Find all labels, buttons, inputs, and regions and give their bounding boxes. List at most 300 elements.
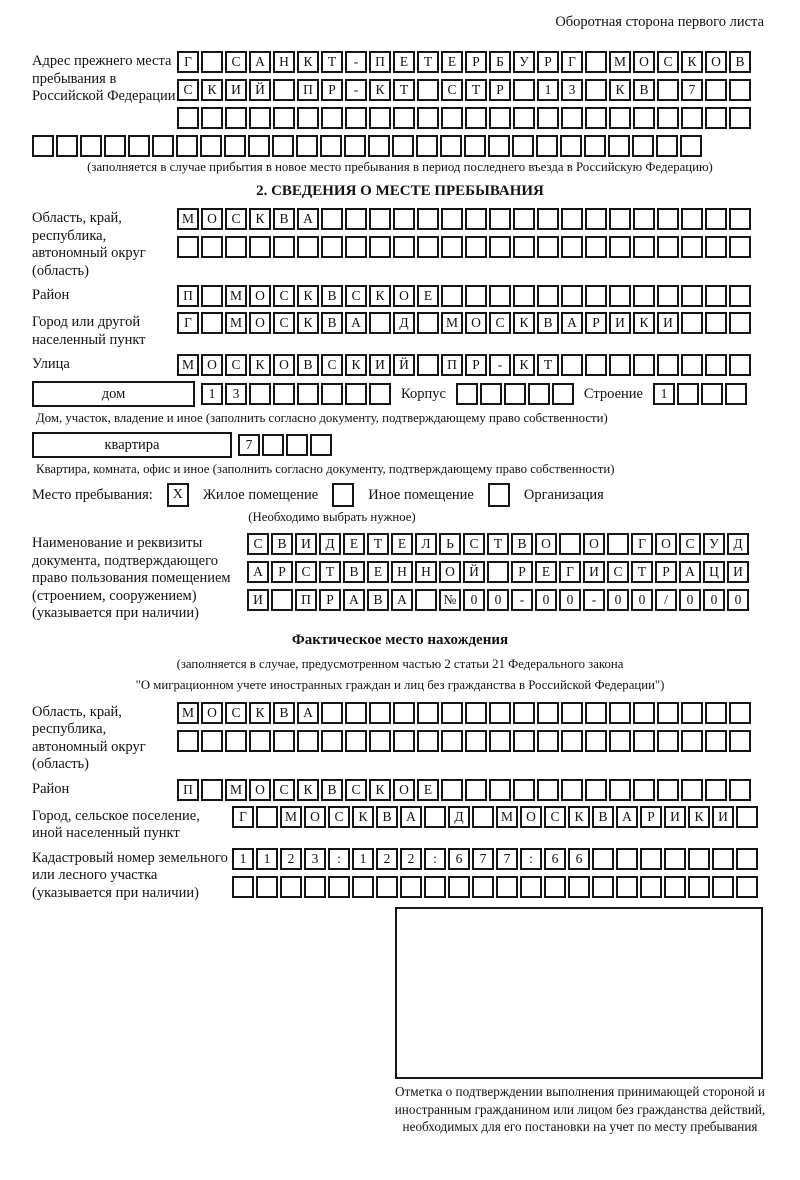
char-cell[interactable] xyxy=(585,730,607,752)
char-cell[interactable] xyxy=(392,135,414,157)
char-cell[interactable]: : xyxy=(328,848,350,870)
char-cell[interactable] xyxy=(441,285,463,307)
char-cell[interactable] xyxy=(513,208,535,230)
char-cell[interactable] xyxy=(480,383,502,405)
char-cell[interactable] xyxy=(680,135,702,157)
char-cell[interactable] xyxy=(177,107,199,129)
char-cell[interactable] xyxy=(705,107,727,129)
char-cell[interactable]: М xyxy=(609,51,631,73)
char-cell[interactable]: Г xyxy=(232,806,254,828)
char-cell[interactable] xyxy=(664,876,686,898)
char-cell[interactable]: С xyxy=(463,533,485,555)
char-cell[interactable] xyxy=(537,779,559,801)
char-cell[interactable]: Т xyxy=(537,354,559,376)
char-cell[interactable] xyxy=(441,730,463,752)
char-cell[interactable]: 7 xyxy=(238,434,260,456)
char-cell[interactable]: А xyxy=(247,561,269,583)
char-cell[interactable]: О xyxy=(273,354,295,376)
char-cell[interactable] xyxy=(657,354,679,376)
char-cell[interactable] xyxy=(705,236,727,258)
char-cell[interactable] xyxy=(152,135,174,157)
stay-type-checkbox-other[interactable] xyxy=(332,483,354,507)
char-cell[interactable]: Р xyxy=(465,354,487,376)
char-cell[interactable]: Е xyxy=(393,51,415,73)
char-cell[interactable]: С xyxy=(489,312,511,334)
char-cell[interactable] xyxy=(345,702,367,724)
char-cell[interactable] xyxy=(585,79,607,101)
char-cell[interactable]: Г xyxy=(631,533,653,555)
char-cell[interactable]: О xyxy=(249,285,271,307)
char-cell[interactable]: Р xyxy=(271,561,293,583)
char-cell[interactable] xyxy=(369,208,391,230)
char-cell[interactable] xyxy=(417,107,439,129)
char-cell[interactable] xyxy=(345,730,367,752)
char-cell[interactable]: Й xyxy=(393,354,415,376)
char-cell[interactable]: К xyxy=(352,806,374,828)
char-cell[interactable]: К xyxy=(688,806,710,828)
char-cell[interactable]: Т xyxy=(321,51,343,73)
char-cell[interactable] xyxy=(417,236,439,258)
char-cell[interactable]: 2 xyxy=(400,848,422,870)
char-cell[interactable]: В xyxy=(321,779,343,801)
char-cell[interactable] xyxy=(609,236,631,258)
char-cell[interactable]: А xyxy=(561,312,583,334)
char-cell[interactable]: Л xyxy=(415,533,437,555)
char-cell[interactable] xyxy=(584,135,606,157)
char-cell[interactable] xyxy=(456,383,478,405)
char-cell[interactable]: Р xyxy=(489,79,511,101)
char-cell[interactable] xyxy=(677,383,699,405)
char-cell[interactable] xyxy=(585,208,607,230)
char-cell[interactable]: 0 xyxy=(487,589,509,611)
char-cell[interactable]: А xyxy=(391,589,413,611)
char-cell[interactable] xyxy=(537,730,559,752)
char-cell[interactable] xyxy=(712,848,734,870)
char-cell[interactable]: Г xyxy=(177,51,199,73)
char-cell[interactable]: К xyxy=(249,354,271,376)
char-cell[interactable] xyxy=(273,730,295,752)
char-cell[interactable] xyxy=(705,702,727,724)
char-cell[interactable] xyxy=(201,236,223,258)
char-cell[interactable]: Ц xyxy=(703,561,725,583)
char-cell[interactable] xyxy=(328,876,350,898)
char-cell[interactable] xyxy=(681,236,703,258)
char-cell[interactable] xyxy=(321,107,343,129)
char-cell[interactable]: Д xyxy=(448,806,470,828)
char-cell[interactable]: В xyxy=(633,79,655,101)
char-cell[interactable] xyxy=(472,806,494,828)
char-cell[interactable] xyxy=(736,848,758,870)
char-cell[interactable] xyxy=(489,779,511,801)
char-cell[interactable] xyxy=(393,730,415,752)
char-cell[interactable]: К xyxy=(681,51,703,73)
char-cell[interactable] xyxy=(513,236,535,258)
char-cell[interactable]: О xyxy=(583,533,605,555)
char-cell[interactable] xyxy=(400,876,422,898)
char-cell[interactable] xyxy=(441,236,463,258)
char-cell[interactable]: Т xyxy=(319,561,341,583)
char-cell[interactable] xyxy=(528,383,550,405)
char-cell[interactable] xyxy=(561,107,583,129)
char-cell[interactable] xyxy=(465,236,487,258)
char-cell[interactable] xyxy=(513,702,535,724)
char-cell[interactable] xyxy=(369,383,391,405)
char-cell[interactable] xyxy=(417,702,439,724)
char-cell[interactable] xyxy=(609,285,631,307)
char-cell[interactable] xyxy=(256,806,278,828)
char-cell[interactable] xyxy=(415,589,437,611)
char-cell[interactable]: В xyxy=(271,533,293,555)
char-cell[interactable] xyxy=(585,779,607,801)
char-cell[interactable] xyxy=(417,730,439,752)
char-cell[interactable] xyxy=(487,561,509,583)
char-cell[interactable] xyxy=(393,236,415,258)
char-cell[interactable]: 0 xyxy=(535,589,557,611)
char-cell[interactable] xyxy=(544,876,566,898)
char-cell[interactable]: 0 xyxy=(679,589,701,611)
char-cell[interactable]: И xyxy=(657,312,679,334)
char-cell[interactable] xyxy=(472,876,494,898)
char-cell[interactable]: К xyxy=(633,312,655,334)
char-cell[interactable] xyxy=(513,285,535,307)
char-cell[interactable]: П xyxy=(369,51,391,73)
char-cell[interactable] xyxy=(729,354,751,376)
char-cell[interactable] xyxy=(657,236,679,258)
char-cell[interactable] xyxy=(536,135,558,157)
char-cell[interactable]: 2 xyxy=(280,848,302,870)
char-cell[interactable] xyxy=(633,354,655,376)
char-cell[interactable]: И xyxy=(295,533,317,555)
char-cell[interactable] xyxy=(249,730,271,752)
char-cell[interactable] xyxy=(568,876,590,898)
char-cell[interactable] xyxy=(705,285,727,307)
char-cell[interactable] xyxy=(344,135,366,157)
char-cell[interactable] xyxy=(585,285,607,307)
char-cell[interactable] xyxy=(633,107,655,129)
char-cell[interactable]: П xyxy=(297,79,319,101)
char-cell[interactable] xyxy=(681,702,703,724)
char-cell[interactable] xyxy=(248,135,270,157)
char-cell[interactable] xyxy=(424,876,446,898)
char-cell[interactable]: В xyxy=(297,354,319,376)
char-cell[interactable] xyxy=(489,702,511,724)
char-cell[interactable]: П xyxy=(177,285,199,307)
char-cell[interactable] xyxy=(729,208,751,230)
char-cell[interactable] xyxy=(657,702,679,724)
char-cell[interactable] xyxy=(592,876,614,898)
char-cell[interactable] xyxy=(489,730,511,752)
char-cell[interactable]: О xyxy=(249,779,271,801)
char-cell[interactable]: Р xyxy=(319,589,341,611)
char-cell[interactable] xyxy=(249,383,271,405)
char-cell[interactable]: О xyxy=(304,806,326,828)
char-cell[interactable] xyxy=(273,236,295,258)
char-cell[interactable]: Е xyxy=(441,51,463,73)
char-cell[interactable] xyxy=(561,236,583,258)
char-cell[interactable] xyxy=(633,779,655,801)
char-cell[interactable] xyxy=(393,107,415,129)
char-cell[interactable] xyxy=(271,589,293,611)
char-cell[interactable] xyxy=(176,135,198,157)
char-cell[interactable] xyxy=(559,533,581,555)
char-cell[interactable] xyxy=(272,135,294,157)
char-cell[interactable]: 3 xyxy=(304,848,326,870)
char-cell[interactable]: М xyxy=(280,806,302,828)
char-cell[interactable] xyxy=(200,135,222,157)
char-cell[interactable]: К xyxy=(297,312,319,334)
char-cell[interactable] xyxy=(561,702,583,724)
char-cell[interactable]: В xyxy=(343,561,365,583)
char-cell[interactable] xyxy=(681,208,703,230)
char-cell[interactable]: У xyxy=(513,51,535,73)
char-cell[interactable]: И xyxy=(664,806,686,828)
char-cell[interactable]: С xyxy=(273,285,295,307)
char-cell[interactable]: О xyxy=(705,51,727,73)
char-cell[interactable] xyxy=(609,208,631,230)
char-cell[interactable] xyxy=(465,730,487,752)
char-cell[interactable]: Д xyxy=(319,533,341,555)
char-cell[interactable]: С xyxy=(328,806,350,828)
char-cell[interactable] xyxy=(520,876,542,898)
char-cell[interactable]: П xyxy=(295,589,317,611)
char-cell[interactable]: Р xyxy=(537,51,559,73)
char-cell[interactable] xyxy=(417,208,439,230)
char-cell[interactable] xyxy=(489,208,511,230)
char-cell[interactable]: К xyxy=(369,79,391,101)
char-cell[interactable]: Е xyxy=(535,561,557,583)
char-cell[interactable] xyxy=(465,208,487,230)
char-cell[interactable]: А xyxy=(297,208,319,230)
char-cell[interactable]: С xyxy=(345,285,367,307)
char-cell[interactable]: К xyxy=(345,354,367,376)
char-cell[interactable]: О xyxy=(201,354,223,376)
char-cell[interactable]: - xyxy=(583,589,605,611)
char-cell[interactable] xyxy=(552,383,574,405)
char-cell[interactable] xyxy=(256,876,278,898)
char-cell[interactable] xyxy=(725,383,747,405)
char-cell[interactable] xyxy=(177,236,199,258)
char-cell[interactable]: С xyxy=(295,561,317,583)
char-cell[interactable]: М xyxy=(177,702,199,724)
char-cell[interactable] xyxy=(368,135,390,157)
char-cell[interactable]: И xyxy=(369,354,391,376)
char-cell[interactable] xyxy=(701,383,723,405)
char-cell[interactable] xyxy=(224,135,246,157)
char-cell[interactable] xyxy=(320,135,342,157)
char-cell[interactable]: : xyxy=(520,848,542,870)
char-cell[interactable]: 7 xyxy=(681,79,703,101)
char-cell[interactable]: Ь xyxy=(439,533,461,555)
char-cell[interactable] xyxy=(286,434,308,456)
char-cell[interactable] xyxy=(321,236,343,258)
char-cell[interactable]: Р xyxy=(465,51,487,73)
char-cell[interactable] xyxy=(561,354,583,376)
char-cell[interactable]: Р xyxy=(321,79,343,101)
char-cell[interactable] xyxy=(201,730,223,752)
char-cell[interactable]: К xyxy=(297,285,319,307)
char-cell[interactable] xyxy=(321,208,343,230)
char-cell[interactable] xyxy=(369,312,391,334)
char-cell[interactable]: 1 xyxy=(352,848,374,870)
char-cell[interactable]: Р xyxy=(655,561,677,583)
char-cell[interactable] xyxy=(489,107,511,129)
char-cell[interactable] xyxy=(592,848,614,870)
char-cell[interactable]: И xyxy=(712,806,734,828)
char-cell[interactable]: - xyxy=(345,51,367,73)
char-cell[interactable] xyxy=(448,876,470,898)
char-cell[interactable]: М xyxy=(177,354,199,376)
char-cell[interactable]: В xyxy=(273,702,295,724)
char-cell[interactable]: - xyxy=(511,589,533,611)
char-cell[interactable]: Е xyxy=(367,561,389,583)
char-cell[interactable] xyxy=(369,107,391,129)
char-cell[interactable]: В xyxy=(511,533,533,555)
char-cell[interactable]: Д xyxy=(393,312,415,334)
char-cell[interactable]: С xyxy=(177,79,199,101)
char-cell[interactable] xyxy=(705,730,727,752)
char-cell[interactable]: С xyxy=(345,779,367,801)
char-cell[interactable] xyxy=(537,107,559,129)
char-cell[interactable] xyxy=(201,107,223,129)
char-cell[interactable]: В xyxy=(729,51,751,73)
stay-type-checkbox-residential[interactable]: X xyxy=(167,483,189,507)
char-cell[interactable]: Б xyxy=(489,51,511,73)
char-cell[interactable] xyxy=(513,730,535,752)
char-cell[interactable] xyxy=(609,354,631,376)
char-cell[interactable] xyxy=(729,702,751,724)
char-cell[interactable]: С xyxy=(657,51,679,73)
char-cell[interactable] xyxy=(657,107,679,129)
char-cell[interactable]: 1 xyxy=(537,79,559,101)
char-cell[interactable]: Р xyxy=(585,312,607,334)
char-cell[interactable] xyxy=(585,236,607,258)
char-cell[interactable] xyxy=(321,730,343,752)
char-cell[interactable]: : xyxy=(424,848,446,870)
char-cell[interactable]: В xyxy=(273,208,295,230)
char-cell[interactable] xyxy=(729,779,751,801)
char-cell[interactable] xyxy=(736,806,758,828)
char-cell[interactable] xyxy=(657,779,679,801)
char-cell[interactable]: 2 xyxy=(376,848,398,870)
char-cell[interactable] xyxy=(681,285,703,307)
char-cell[interactable]: № xyxy=(439,589,461,611)
char-cell[interactable] xyxy=(705,779,727,801)
char-cell[interactable]: С xyxy=(225,51,247,73)
char-cell[interactable]: С xyxy=(273,779,295,801)
char-cell[interactable]: У xyxy=(703,533,725,555)
char-cell[interactable]: 3 xyxy=(561,79,583,101)
char-cell[interactable] xyxy=(681,730,703,752)
char-cell[interactable]: К xyxy=(369,779,391,801)
char-cell[interactable]: Т xyxy=(393,79,415,101)
char-cell[interactable] xyxy=(369,730,391,752)
char-cell[interactable]: О xyxy=(439,561,461,583)
char-cell[interactable] xyxy=(561,285,583,307)
char-cell[interactable]: О xyxy=(655,533,677,555)
char-cell[interactable]: В xyxy=(537,312,559,334)
char-cell[interactable]: Н xyxy=(391,561,413,583)
char-cell[interactable]: П xyxy=(177,779,199,801)
char-cell[interactable] xyxy=(441,779,463,801)
char-cell[interactable] xyxy=(249,236,271,258)
char-cell[interactable] xyxy=(297,236,319,258)
char-cell[interactable]: К xyxy=(513,354,535,376)
char-cell[interactable] xyxy=(465,107,487,129)
char-cell[interactable] xyxy=(489,285,511,307)
char-cell[interactable] xyxy=(489,236,511,258)
char-cell[interactable] xyxy=(608,135,630,157)
char-cell[interactable] xyxy=(496,876,518,898)
char-cell[interactable]: С xyxy=(544,806,566,828)
char-cell[interactable] xyxy=(729,312,751,334)
char-cell[interactable] xyxy=(616,848,638,870)
char-cell[interactable] xyxy=(561,208,583,230)
char-cell[interactable] xyxy=(417,79,439,101)
char-cell[interactable]: 3 xyxy=(225,383,247,405)
char-cell[interactable]: К xyxy=(609,79,631,101)
char-cell[interactable]: С xyxy=(679,533,701,555)
char-cell[interactable] xyxy=(688,876,710,898)
char-cell[interactable] xyxy=(681,354,703,376)
char-cell[interactable]: О xyxy=(520,806,542,828)
char-cell[interactable] xyxy=(321,702,343,724)
char-cell[interactable]: М xyxy=(225,312,247,334)
char-cell[interactable]: О xyxy=(393,285,415,307)
char-cell[interactable] xyxy=(304,876,326,898)
char-cell[interactable]: Е xyxy=(417,285,439,307)
char-cell[interactable]: 6 xyxy=(544,848,566,870)
char-cell[interactable] xyxy=(465,779,487,801)
char-cell[interactable] xyxy=(225,730,247,752)
char-cell[interactable]: И xyxy=(247,589,269,611)
char-cell[interactable]: К xyxy=(201,79,223,101)
char-cell[interactable]: А xyxy=(297,702,319,724)
char-cell[interactable] xyxy=(616,876,638,898)
char-cell[interactable] xyxy=(657,285,679,307)
char-cell[interactable]: М xyxy=(441,312,463,334)
char-cell[interactable]: Р xyxy=(511,561,533,583)
char-cell[interactable] xyxy=(369,236,391,258)
char-cell[interactable]: И xyxy=(609,312,631,334)
char-cell[interactable] xyxy=(585,702,607,724)
char-cell[interactable]: 1 xyxy=(256,848,278,870)
char-cell[interactable] xyxy=(681,107,703,129)
char-cell[interactable] xyxy=(640,848,662,870)
char-cell[interactable] xyxy=(537,702,559,724)
char-cell[interactable]: К xyxy=(513,312,535,334)
char-cell[interactable]: О xyxy=(201,208,223,230)
char-cell[interactable]: Т xyxy=(417,51,439,73)
char-cell[interactable] xyxy=(632,135,654,157)
char-cell[interactable] xyxy=(729,107,751,129)
char-cell[interactable]: К xyxy=(568,806,590,828)
char-cell[interactable] xyxy=(705,312,727,334)
char-cell[interactable] xyxy=(705,79,727,101)
char-cell[interactable]: А xyxy=(400,806,422,828)
char-cell[interactable] xyxy=(465,285,487,307)
char-cell[interactable]: С xyxy=(225,702,247,724)
char-cell[interactable] xyxy=(561,779,583,801)
char-cell[interactable] xyxy=(273,107,295,129)
char-cell[interactable] xyxy=(345,107,367,129)
char-cell[interactable]: Д xyxy=(727,533,749,555)
char-cell[interactable] xyxy=(417,354,439,376)
char-cell[interactable]: Г xyxy=(561,51,583,73)
char-cell[interactable]: В xyxy=(376,806,398,828)
char-cell[interactable]: 0 xyxy=(559,589,581,611)
char-cell[interactable] xyxy=(729,79,751,101)
char-cell[interactable]: В xyxy=(367,589,389,611)
